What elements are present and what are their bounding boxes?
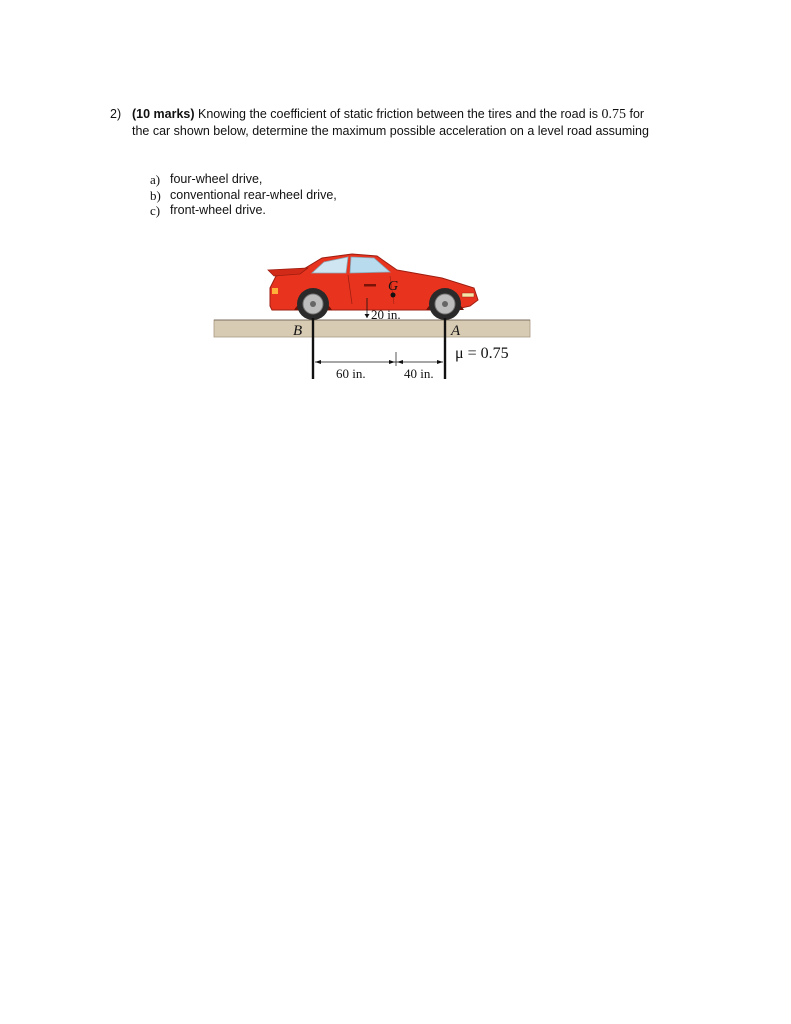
mu-label: μ = 0.75: [455, 345, 509, 362]
height-label: 20 in.: [371, 307, 401, 322]
parts-list: [150, 172, 337, 219]
question-marks: (10 marks): [132, 107, 195, 121]
front-wheel: [429, 288, 461, 320]
label-g: G: [388, 279, 399, 294]
part-label: a): [150, 172, 161, 187]
dim-left-label: 60 in.: [336, 366, 366, 381]
list-item: [150, 188, 337, 204]
question-text: [132, 106, 650, 139]
part-label: c): [150, 203, 161, 218]
question-number: 2): [110, 107, 122, 121]
car-figure: [212, 248, 532, 383]
rear-wheel: [297, 288, 329, 320]
dim-right-label: 40 in.: [404, 366, 434, 381]
part-text: four-wheel drive,: [170, 172, 263, 186]
ground: [214, 320, 530, 337]
label-b: B: [293, 323, 303, 339]
list-item: [150, 203, 337, 219]
part-label: b): [150, 187, 161, 203]
mu-value: 0.75: [601, 107, 626, 122]
part-text: front-wheel drive.: [170, 203, 266, 217]
label-a: A: [451, 323, 461, 339]
question-block: [110, 106, 650, 139]
part-text: conventional rear-wheel drive,: [170, 187, 337, 202]
list-item: [150, 172, 337, 188]
question-text-after: for the car shown below, determine the maximum possible acceleration on a level road assuming: [132, 107, 649, 138]
question-text-before: Knowing the coefficient of static friction between the tires and the road is: [194, 107, 602, 121]
